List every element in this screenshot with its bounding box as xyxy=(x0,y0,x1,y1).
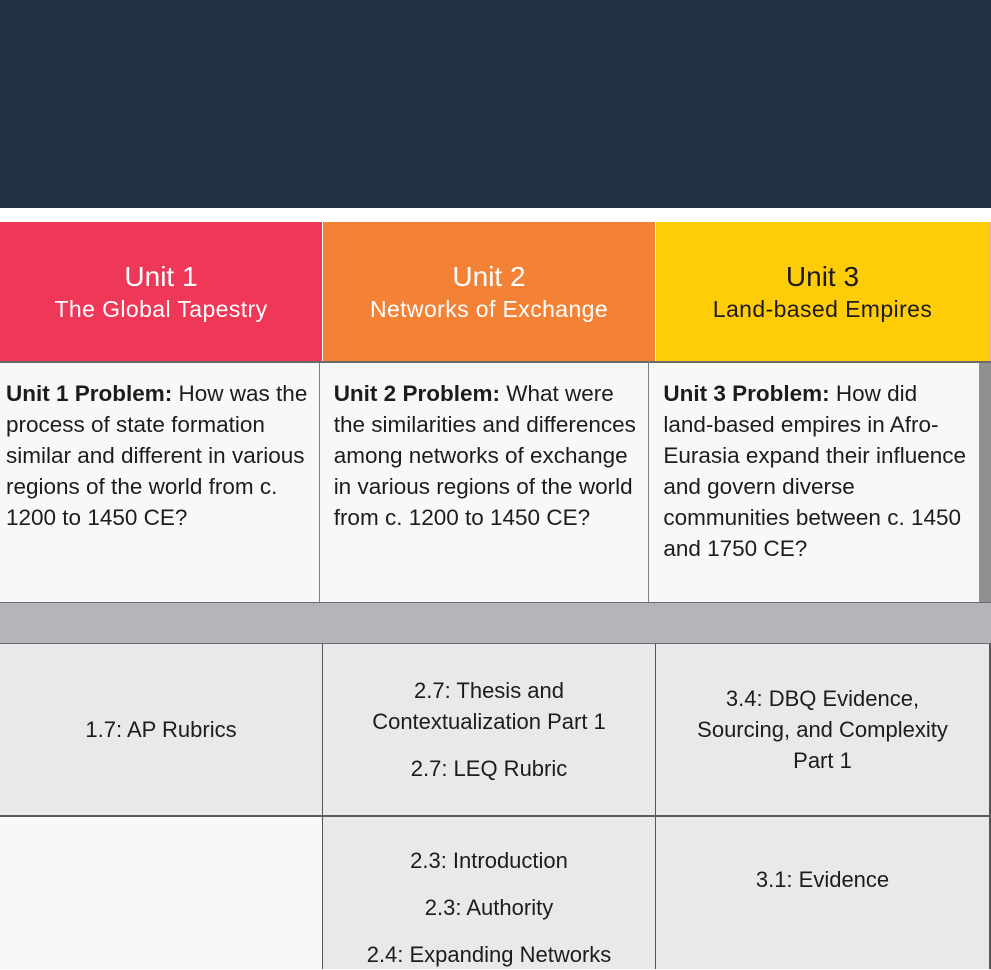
problem-text: How was the process of state formation similar and different in various regions of the world from c. 1200 to 1450 CE? xyxy=(6,381,308,530)
unit-3-problem xyxy=(649,363,979,602)
problem-text: How did land-based empires in Afro-Eurasia expand their influence and govern diverse communities between c. 1450 and 1750 CE? xyxy=(663,381,967,561)
curriculum-table xyxy=(0,222,991,969)
lessons-row xyxy=(0,817,991,969)
problem-label: Unit 2 Problem: xyxy=(333,381,500,406)
unit-1-skills xyxy=(0,644,323,815)
unit-3-skills xyxy=(656,644,989,815)
unit-title: Unit 2 xyxy=(452,260,526,292)
problem-label: Unit 1 Problem: xyxy=(6,381,173,406)
lesson-item[interactable]: 2.3: Authority xyxy=(424,895,554,920)
unit-2-skills xyxy=(323,644,656,815)
unit-2-lessons xyxy=(323,817,656,969)
skill-item[interactable]: 1.7: AP Rubrics xyxy=(85,717,237,742)
section-divider-row xyxy=(0,602,991,644)
unit-2-header xyxy=(323,222,656,361)
unit-header-row xyxy=(0,222,991,361)
unit-1-problem xyxy=(0,363,320,602)
skill-item[interactable]: 2.7: LEQ Rubric xyxy=(410,756,568,781)
unit-3-lessons xyxy=(656,817,989,969)
lesson-item[interactable]: 2.4: Expanding Networks xyxy=(366,942,612,967)
skills-row xyxy=(0,644,991,817)
column-edge xyxy=(979,363,991,602)
unit-subtitle: Networks of Exchange xyxy=(369,295,609,322)
problem-row xyxy=(0,361,991,602)
unit-2-problem xyxy=(320,363,650,602)
unit-3-header xyxy=(656,222,989,361)
unit-1-lessons xyxy=(0,817,323,969)
unit-subtitle: Land-based Empires xyxy=(712,295,933,322)
unit-subtitle: The Global Tapestry xyxy=(54,295,268,322)
lesson-item[interactable]: 3.1: Evidence xyxy=(755,867,890,892)
problem-text: What were the similarities and differences among networks of exchange in various regions of the world from c. 1200 to 1450 CE? xyxy=(333,381,636,530)
unit-title: Unit 3 xyxy=(785,260,860,292)
lesson-item[interactable]: 2.3: Introduction xyxy=(410,848,568,873)
unit-title: Unit 1 xyxy=(124,260,198,292)
problem-label: Unit 3 Problem: xyxy=(663,381,830,406)
unit-1-header xyxy=(0,222,323,361)
skill-item[interactable]: 2.7: Thesis and Contextualization Part 1 xyxy=(372,678,606,734)
skill-item[interactable]: 3.4: DBQ Evidence, Sourcing, and Complexity Part 1 xyxy=(697,686,948,773)
header-banner xyxy=(0,0,991,208)
